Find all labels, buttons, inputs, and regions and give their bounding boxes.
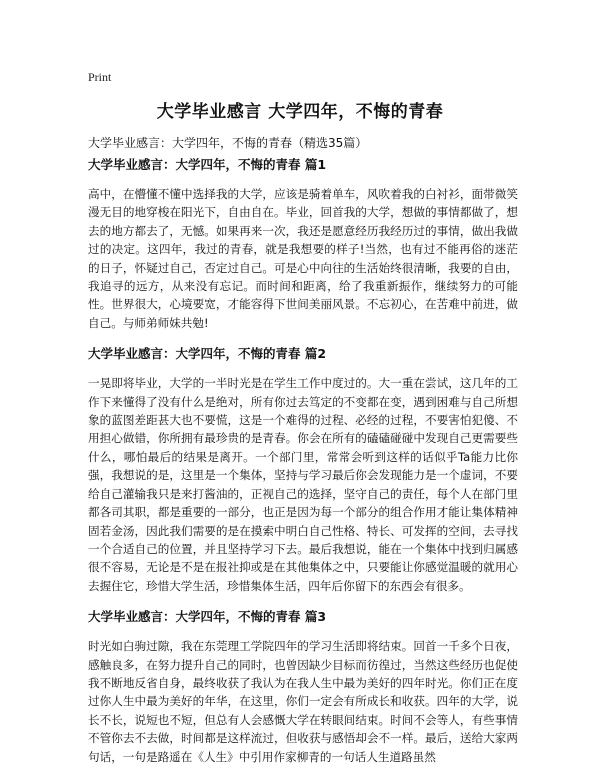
- print-label[interactable]: Print: [88, 70, 112, 84]
- document-body: [88, 157, 518, 776]
- section-3: [88, 609, 518, 766]
- section-paragraph: 一晃即将毕业，大学的一半时光是在学生工作中度过的。大一重在尝试，这几年的工作下来懂得了没有什么是绝对，所有你过去笃定的不变都在变，遇到困难与自己所想象的蓝图差距甚大也不要慌，这是一个难得的过程、必经的过程，不要害怕犯傻、不用担心做错，你所拥有最珍贵的是青春。你会在所有的磕磕碰碰中发现自己更需要些什么，哪怕最后的结果是离开。一个部门里，常常会听到这样的话似乎Ta能力比你强，我想说的是，这里是一个集体，坚持与学习最后你会发现能力是一个虚词，不要给自己灌输我只是来打酱油的，正视自己的选择，坚守自己的责任，每个人在部门里都各司其职，都是重要的一部分，也正是因为每一个部分的组合作用才能让集体精神固若金汤，因此我们需要的是在摸索中明白自己性格、特长、可发挥的空间，去寻找一个合适自己的位置，并且坚持学习下去。最后我想说，能在一个集体中找到归属感很不容易，无论是不是在报社抑或是在其他集体之中，只要能让你感觉温暖的就用心去握住它，珍惜大学生活，珍惜集体生活，四年后你留下的东西会有很多。: [88, 376, 518, 593]
- section-1: [88, 157, 518, 332]
- section-2: [88, 346, 518, 595]
- document-subtitle: 大学毕业感言：大学四年，不悔的青春（精选35篇）: [88, 136, 368, 150]
- section-heading: 大学毕业感言：大学四年，不悔的青春 篇1: [88, 157, 327, 172]
- section-paragraph: 时光如白驹过隙，我在东莞理工学院四年的学习生活即将结束。回首一千多个日夜，感触良多，在努力提升自己的同时，也曾因缺少目标而彷徨过，当然这些经历也促使我不断地反省自身，最终收获了我认为在我人生中最为美好的四年时光。你们正在度过你人生中最为美好的年华，在这里，你们一定会有所成长和收获。四年的大学，说长不长，说短也不短，但总有人会感慨大学在转眼间结束。时间不会等人，有些事情不管你去不去做，时间都是这样流过，但收获与感悟却会不一样。最后，送给大家两句话，一句是路遥在《人生》中引用作家柳青的一句话人生道路虽然: [88, 639, 518, 764]
- section-paragraph: 高中，在懵懂不懂中选择我的大学，应该是骑着单车，风吹着我的白衬衫，面带微笑漫无目的地穿梭在阳光下，自由自在。毕业，回首我的大学，想做的事情都做了，想去的地方都去了，无憾。如果再来一次，我还是愿意经历我经历过的事情，做出我做过的决定。这四年，我过的青春，就是我想要的样子!当然，也有过不能再俗的迷茫的日子，怀疑过自己，否定过自己。可是心中向往的生活始终很清晰，我要的自由，我追寻的远方，从来没有忘记。而时间和距离，给了我重新振作，继续努力的可能性。世界很大，心境要宽，才能容得下世间美丽风景。不忘初心，在苦难中前进，做自己。与师弟师妹共勉!: [88, 187, 518, 330]
- page-title: 大学毕业感言 大学四年，不悔的青春: [156, 102, 444, 122]
- section-heading: 大学毕业感言：大学四年，不悔的青春 篇3: [88, 609, 327, 625]
- section-heading: 大学毕业感言：大学四年，不悔的青春 篇2: [88, 346, 327, 362]
